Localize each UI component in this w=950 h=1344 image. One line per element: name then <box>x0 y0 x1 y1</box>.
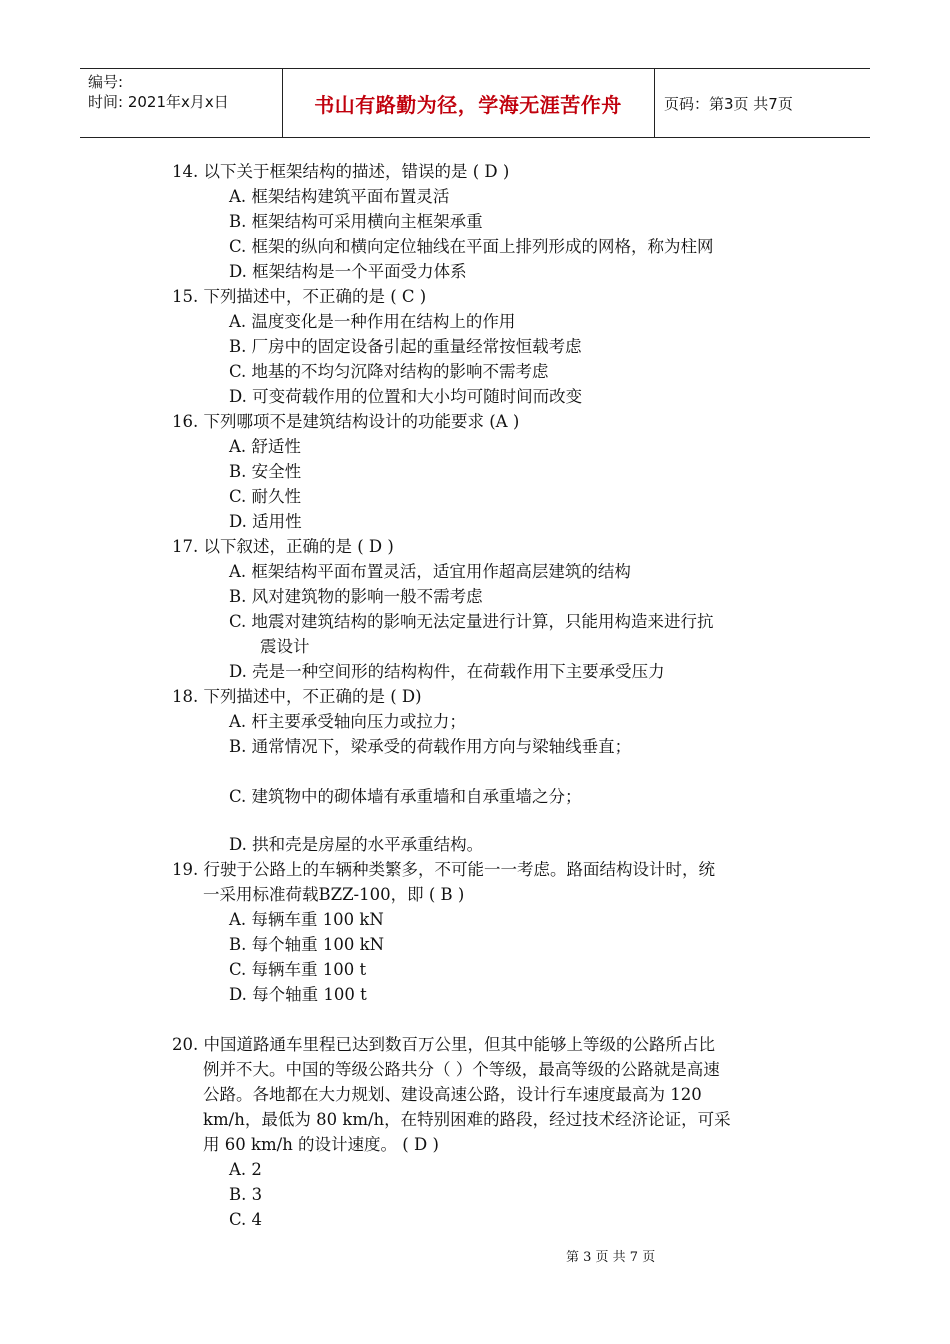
question-17-option-a: A. 框架结构平面布置灵活，适宜用作超高层建筑的结构 <box>229 562 631 581</box>
question-16-option-b: B. 安全性 <box>229 462 302 481</box>
question-16-option-a: A. 舒适性 <box>229 437 301 456</box>
question-18-option-a: A. 杆主要承受轴向压力或拉力； <box>229 712 466 731</box>
question-20-stem-line-3: 公路。各地都在大力规划、建设高速公路，设计行车速度最高为 120 <box>203 1085 702 1104</box>
question-19-option-a: A. 每辆车重 100 kN <box>229 910 384 929</box>
question-18-option-c: C. 建筑物中的砌体墙有承重墙和自承重墙之分； <box>229 787 582 806</box>
question-20-stem-line-5: 用 60 km/h 的设计速度。 ( D ) <box>203 1135 439 1154</box>
question-16-stem: 16. 下列哪项不是建筑结构设计的功能要求 (A ) <box>172 412 520 431</box>
question-14-option-c: C. 框架的纵向和横向定位轴线在平面上排列形成的网格，称为柱网 <box>229 237 714 256</box>
question-20-stem: 20. 中国道路通车里程已达到数百万公里，但其中能够上等级的公路所占比 <box>172 1035 715 1054</box>
question-15-stem: 15. 下列描述中，不正确的是 ( C ) <box>172 287 427 306</box>
question-16-option-d: D. 适用性 <box>229 512 302 531</box>
question-17-option-c: C. 地震对建筑结构的影响无法定量进行计算，只能用构造来进行抗 <box>229 612 714 631</box>
header-page-info: 页码：第3页 共7页 <box>664 95 793 113</box>
question-19-stem: 19. 行驶于公路上的车辆种类繁多，不可能一一考虑。路面结构设计时，统 <box>172 860 715 879</box>
question-18-stem: 18. 下列描述中，不正确的是 ( D) <box>172 687 422 706</box>
question-17-stem: 17. 以下叙述，正确的是 ( D ) <box>172 537 394 556</box>
question-19-option-d: D. 每个轴重 100 t <box>229 985 367 1004</box>
question-14-stem: 14. 以下关于框架结构的描述，错误的是 ( D ) <box>172 162 510 181</box>
question-20-stem-line-2: 例并不大。中国的等级公路共分（ ）个等级，最高等级的公路就是高速 <box>203 1060 720 1079</box>
question-19-stem-continued: 一采用标准荷载BZZ-100，即 ( B ) <box>203 885 465 904</box>
question-19-option-b: B. 每个轴重 100 kN <box>229 935 385 954</box>
motto-text: 书山有路勤为径，学海无涯苦作舟 <box>314 93 622 117</box>
question-15-option-a: A. 温度变化是一种作用在结构上的作用 <box>229 312 516 331</box>
question-15-option-c: C. 地基的不均匀沉降对结构的影响不需考虑 <box>229 362 549 381</box>
question-20-option-b: B. 3 <box>229 1185 263 1204</box>
document-number-label: 编号: <box>88 73 124 91</box>
question-14-option-d: D. 框架结构是一个平面受力体系 <box>229 262 467 281</box>
question-15-option-d: D. 可变荷载作用的位置和大小均可随时间而改变 <box>229 387 583 406</box>
document-time-label: 时间: 2021年x月x日 <box>88 93 229 111</box>
question-14-option-b: B. 框架结构可采用横向主框架承重 <box>229 212 483 231</box>
question-18-option-d: D. 拱和壳是房屋的水平承重结构。 <box>229 835 484 854</box>
question-18-option-b: B. 通常情况下，梁承受的荷载作用方向与梁轴线垂直； <box>229 737 632 756</box>
question-17-option-b: B. 风对建筑物的影响一般不需考虑 <box>229 587 483 606</box>
question-17-option-c-continued: 震设计 <box>260 637 310 656</box>
footer-page-number: 第 3 页 共 7 页 <box>566 1250 656 1265</box>
question-17-option-d: D. 壳是一种空间形的结构构件，在荷载作用下主要承受压力 <box>229 662 665 681</box>
question-20-option-c: C. 4 <box>229 1210 263 1229</box>
question-14-option-a: A. 框架结构建筑平面布置灵活 <box>229 187 450 206</box>
question-16-option-c: C. 耐久性 <box>229 487 302 506</box>
question-15-option-b: B. 厂房中的固定设备引起的重量经常按恒载考虑 <box>229 337 582 356</box>
question-20-option-a: A. 2 <box>229 1160 262 1179</box>
question-20-stem-line-4: km/h，最低为 80 km/h，在特别困难的路段，经过技术经济论证，可采 <box>203 1110 731 1129</box>
question-19-option-c: C. 每辆车重 100 t <box>229 960 367 979</box>
